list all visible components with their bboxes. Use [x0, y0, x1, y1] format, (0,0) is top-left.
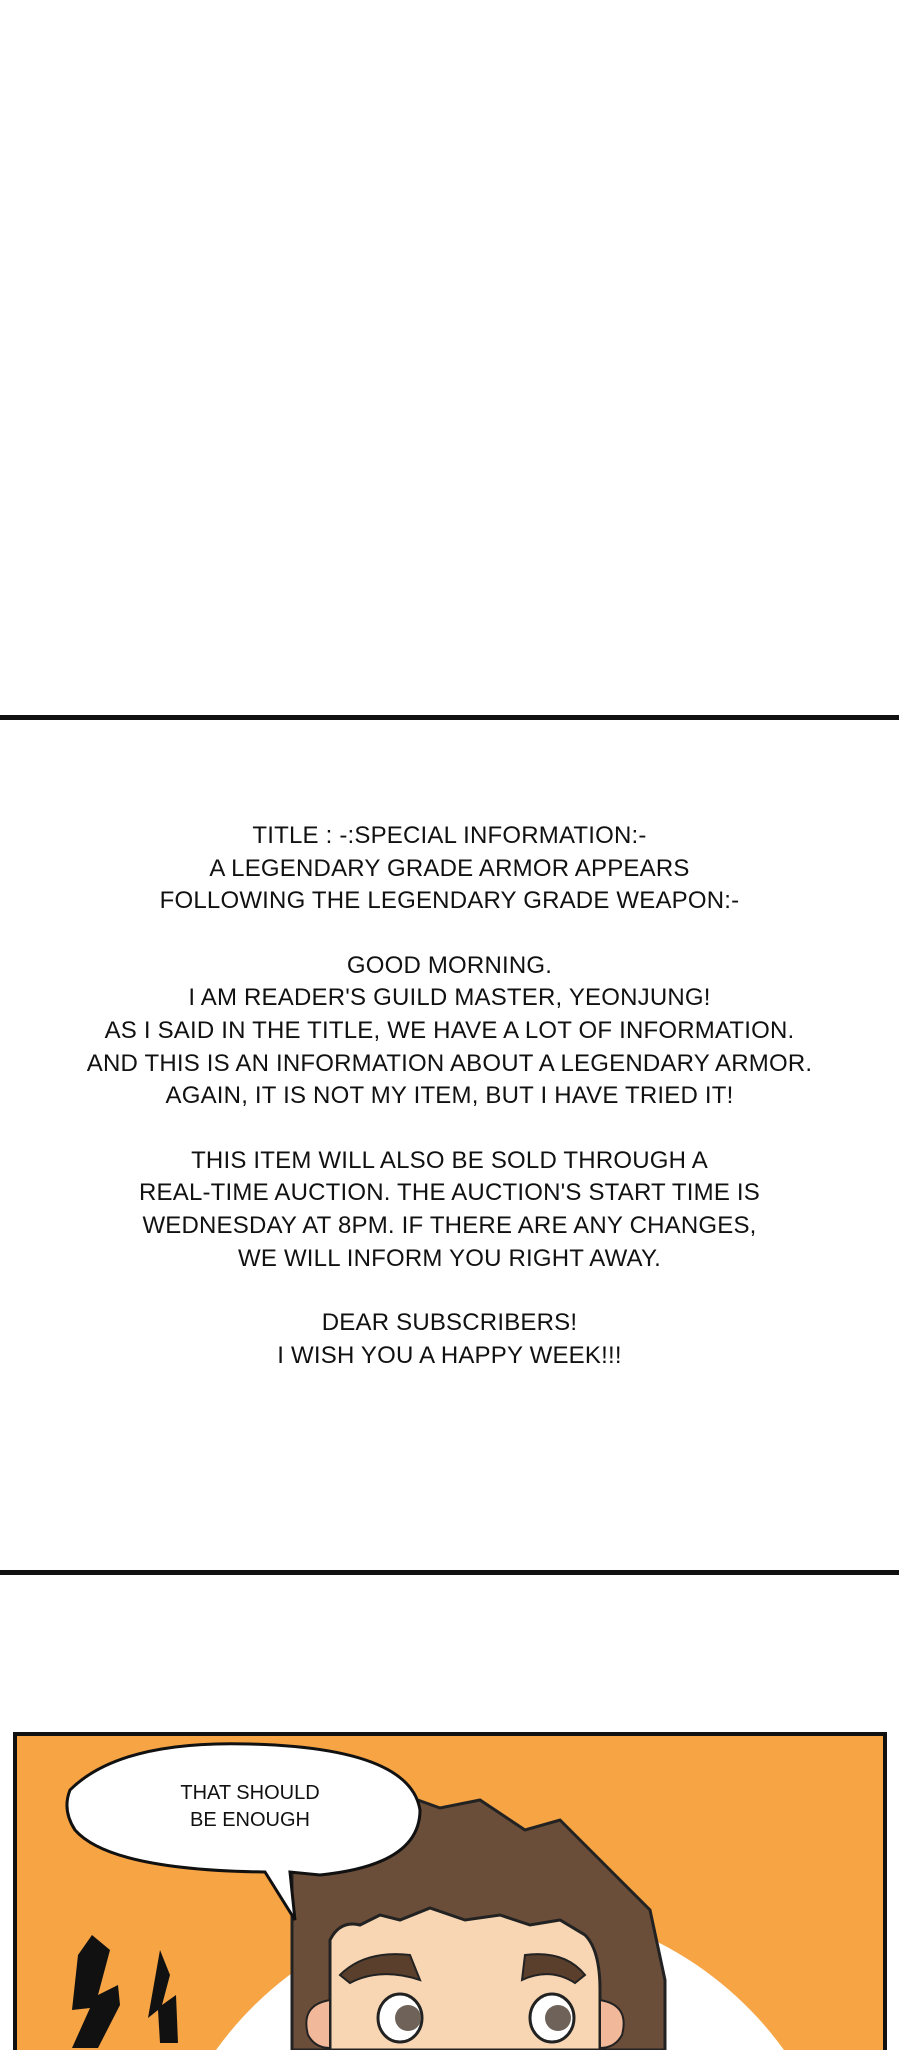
notice-line: AND THIS IS AN INFORMATION ABOUT A LEGENDARY ARMOR.	[86, 1049, 813, 1077]
notice-line: REAL-TIME AUCTION. THE AUCTION'S START TIME IS	[139, 1179, 760, 1207]
notice-line: I WISH YOU A HAPPY WEEK!!!	[277, 1341, 622, 1369]
right-pupil	[545, 2005, 571, 2031]
sound-effect-glyph	[148, 1950, 178, 2043]
bubble-line: THAT SHOULD	[180, 1782, 320, 1804]
notice-line: FOLLOWING THE LEGENDARY GRADE WEAPON:-	[159, 887, 740, 915]
speech-bubble-text	[140, 1780, 360, 1834]
notice-line: DEAR SUBSCRIBERS!	[321, 1309, 578, 1337]
notice-line: WEDNESDAY AT 8PM. IF THERE ARE ANY CHANGES,	[142, 1211, 757, 1239]
notice-paragraph	[0, 1307, 899, 1372]
notice-line: AS I SAID IN THE TITLE, WE HAVE A LOT OF INFORMATION.	[104, 1016, 795, 1044]
notice-line: AGAIN, IT IS NOT MY ITEM, BUT I HAVE TRIED IT!	[165, 1082, 734, 1110]
left-pupil	[395, 2005, 421, 2031]
guild-notice-text	[0, 820, 899, 1404]
notice-paragraph	[0, 950, 899, 1113]
notice-line: TITLE : -:SPECIAL INFORMATION:-	[252, 822, 647, 849]
notice-line: THIS ITEM WILL ALSO BE SOLD THROUGH A	[191, 1146, 708, 1174]
bubble-line: BE ENOUGH	[189, 1809, 311, 1831]
notice-paragraph	[0, 1145, 899, 1275]
notice-line: WE WILL INFORM YOU RIGHT AWAY.	[238, 1244, 661, 1272]
panel-bottom-border	[0, 1570, 899, 1575]
notice-line: A LEGENDARY GRADE ARMOR APPEARS	[209, 854, 690, 882]
panel-top-border	[0, 715, 899, 720]
notice-line: I AM READER'S GUILD MASTER, YEONJUNG!	[188, 984, 711, 1012]
notice-paragraph	[0, 820, 899, 918]
notice-line: GOOD MORNING.	[346, 951, 553, 979]
sound-effect-glyph	[72, 1935, 120, 2048]
